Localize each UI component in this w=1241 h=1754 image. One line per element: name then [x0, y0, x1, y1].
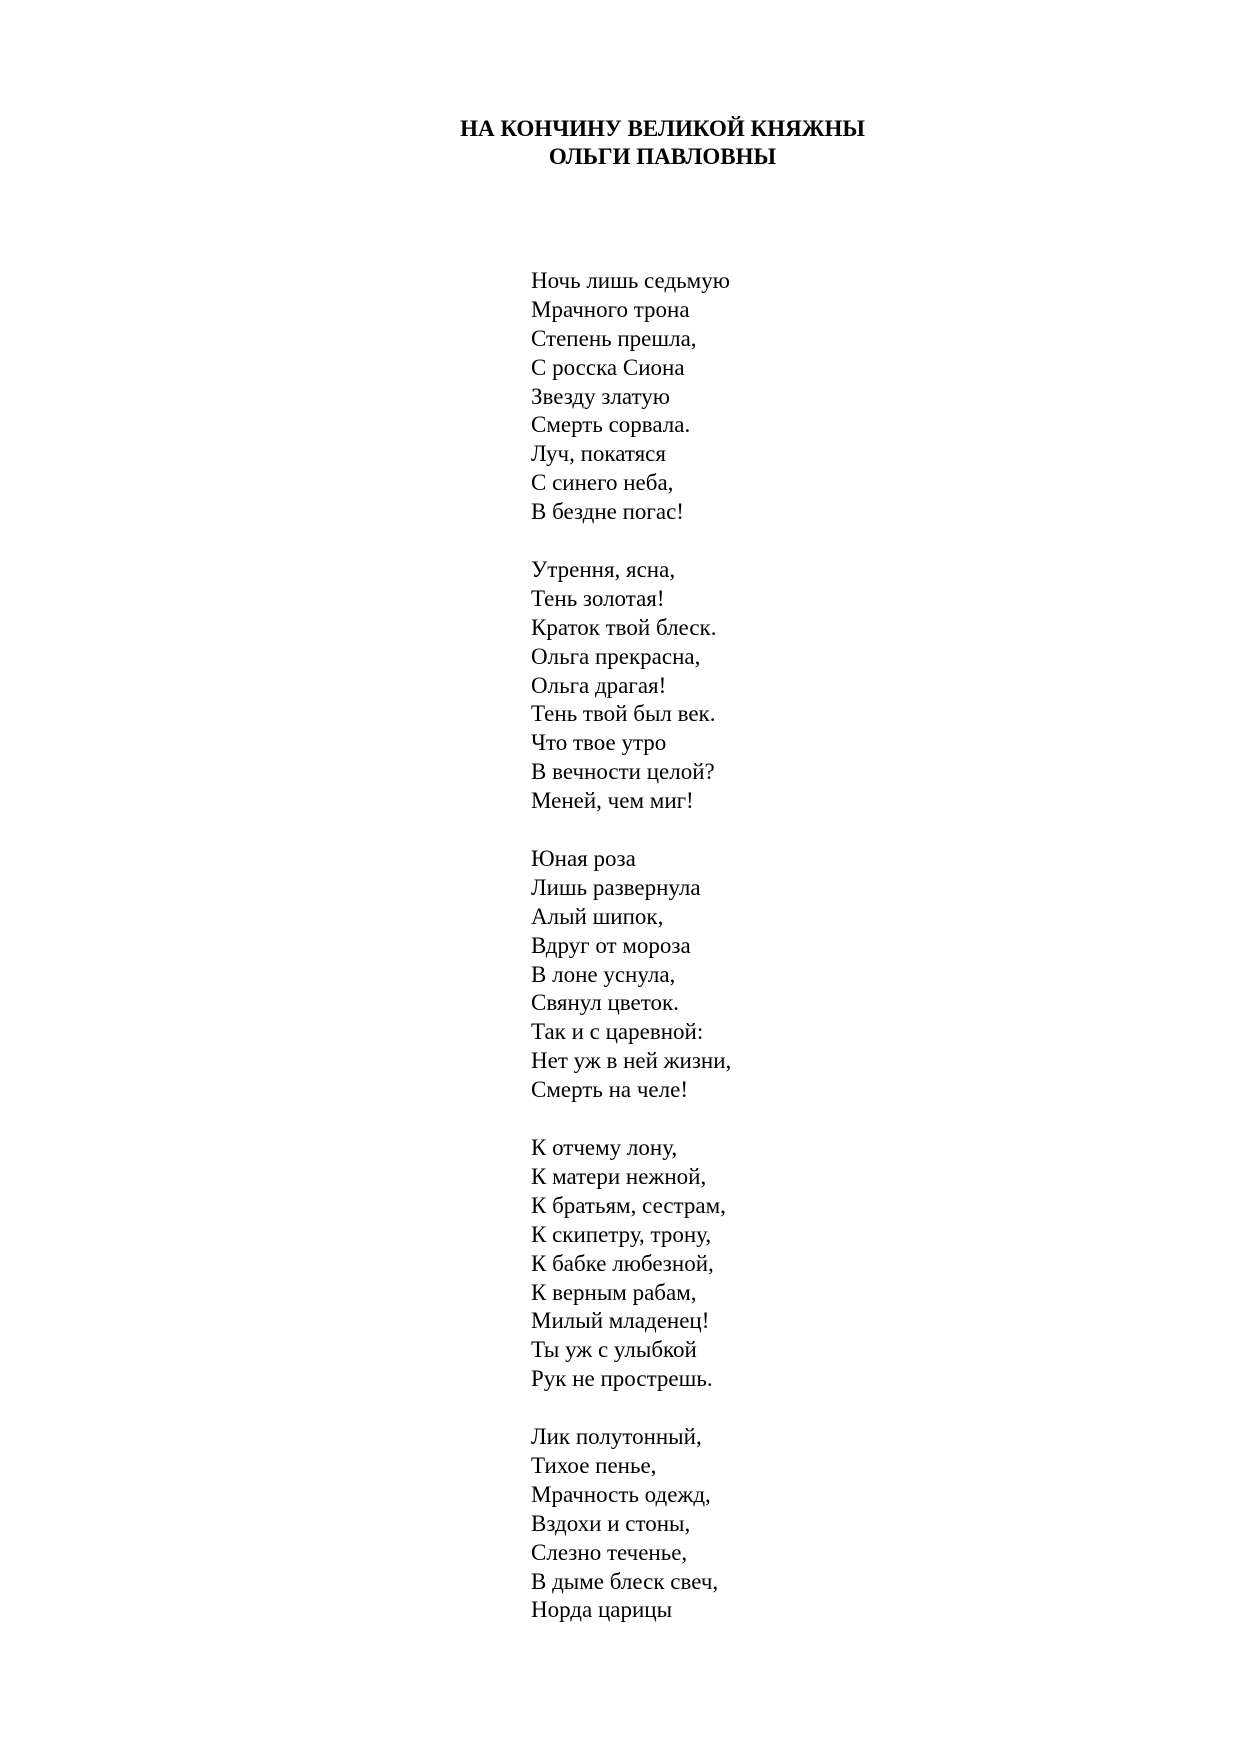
poem-line: Мрачность одежд,	[531, 1481, 711, 1507]
poem-line: В бездне погас!	[531, 499, 684, 525]
poem-line: С синего неба,	[531, 470, 674, 496]
poem-line: К бабке любезной,	[531, 1250, 714, 1276]
poem-line: К матери нежной,	[531, 1163, 707, 1189]
poem-line: Юная роза	[531, 846, 636, 872]
poem-line: К отчему лону,	[531, 1135, 678, 1161]
poem-line: Алый шипок,	[531, 903, 664, 929]
poem-line: Степень прешла,	[531, 325, 697, 351]
poem-line: Милый младенец!	[531, 1308, 710, 1334]
poem-line: Лик полутонный,	[531, 1424, 702, 1450]
stanza-1	[531, 267, 731, 527]
poem-line: Ты уж с улыбкой	[531, 1337, 697, 1363]
poem-line: Тень твой был век.	[531, 701, 716, 727]
poem-line: Что твое утро	[531, 730, 667, 756]
title-line-2: ОЛЬГИ ПАВЛОВНЫ	[548, 144, 777, 169]
poem-line: Краток твой блеск.	[531, 614, 717, 640]
poem-line: В вечности целой?	[531, 759, 715, 785]
poem-line: Вздохи и стоны,	[531, 1510, 691, 1536]
poem-body	[531, 267, 731, 1654]
poem-line: Смерть на челе!	[531, 1077, 688, 1103]
poem-line: Меней, чем миг!	[531, 788, 694, 814]
poem-line: Ольга прекрасна,	[531, 643, 701, 669]
poem-line: В дыме блеск свеч,	[531, 1568, 719, 1594]
poem-line: Тихое пенье,	[531, 1452, 657, 1478]
poem-line: Вдруг от мороза	[531, 932, 691, 958]
stanza-3	[531, 845, 731, 1105]
poem-line: Слезно теченье,	[531, 1539, 688, 1565]
poem-title	[0, 115, 1241, 171]
poem-line: Звезду златую	[531, 383, 670, 409]
poem-line: Утрення, ясна,	[531, 557, 676, 583]
poem-line: В лоне уснула,	[531, 961, 676, 987]
poem-line: Смерть сорвала.	[531, 412, 691, 438]
title-line-1: НА КОНЧИНУ ВЕЛИКОЙ КНЯЖНЫ	[460, 116, 865, 141]
poem-line: Ольга драгая!	[531, 672, 667, 698]
poem-line: Нет уж в ней жизни,	[531, 1048, 732, 1074]
stanza-5	[531, 1423, 731, 1625]
poem-line: Рук не прострешь.	[531, 1366, 713, 1392]
poem-line: Мрачного трона	[531, 296, 690, 322]
poem-line: Лишь развернула	[531, 874, 701, 900]
poem-line: Свянул цветок.	[531, 990, 679, 1016]
stanza-4	[531, 1134, 731, 1394]
poem-line: Норда царицы	[531, 1597, 673, 1623]
poem-line: Тень золотая!	[531, 585, 665, 611]
poem-line: К братьям, сестрам,	[531, 1192, 726, 1218]
poem-line: С росска Сиона	[531, 354, 685, 380]
poem-line: Ночь лишь седьмую	[531, 268, 730, 293]
poem-line: К верным рабам,	[531, 1279, 697, 1305]
poem-line: Так и с царевной:	[531, 1019, 704, 1045]
poem-line: К скипетру, трону,	[531, 1221, 712, 1247]
stanza-2	[531, 556, 731, 816]
poem-line: Луч, покатяся	[531, 441, 666, 467]
